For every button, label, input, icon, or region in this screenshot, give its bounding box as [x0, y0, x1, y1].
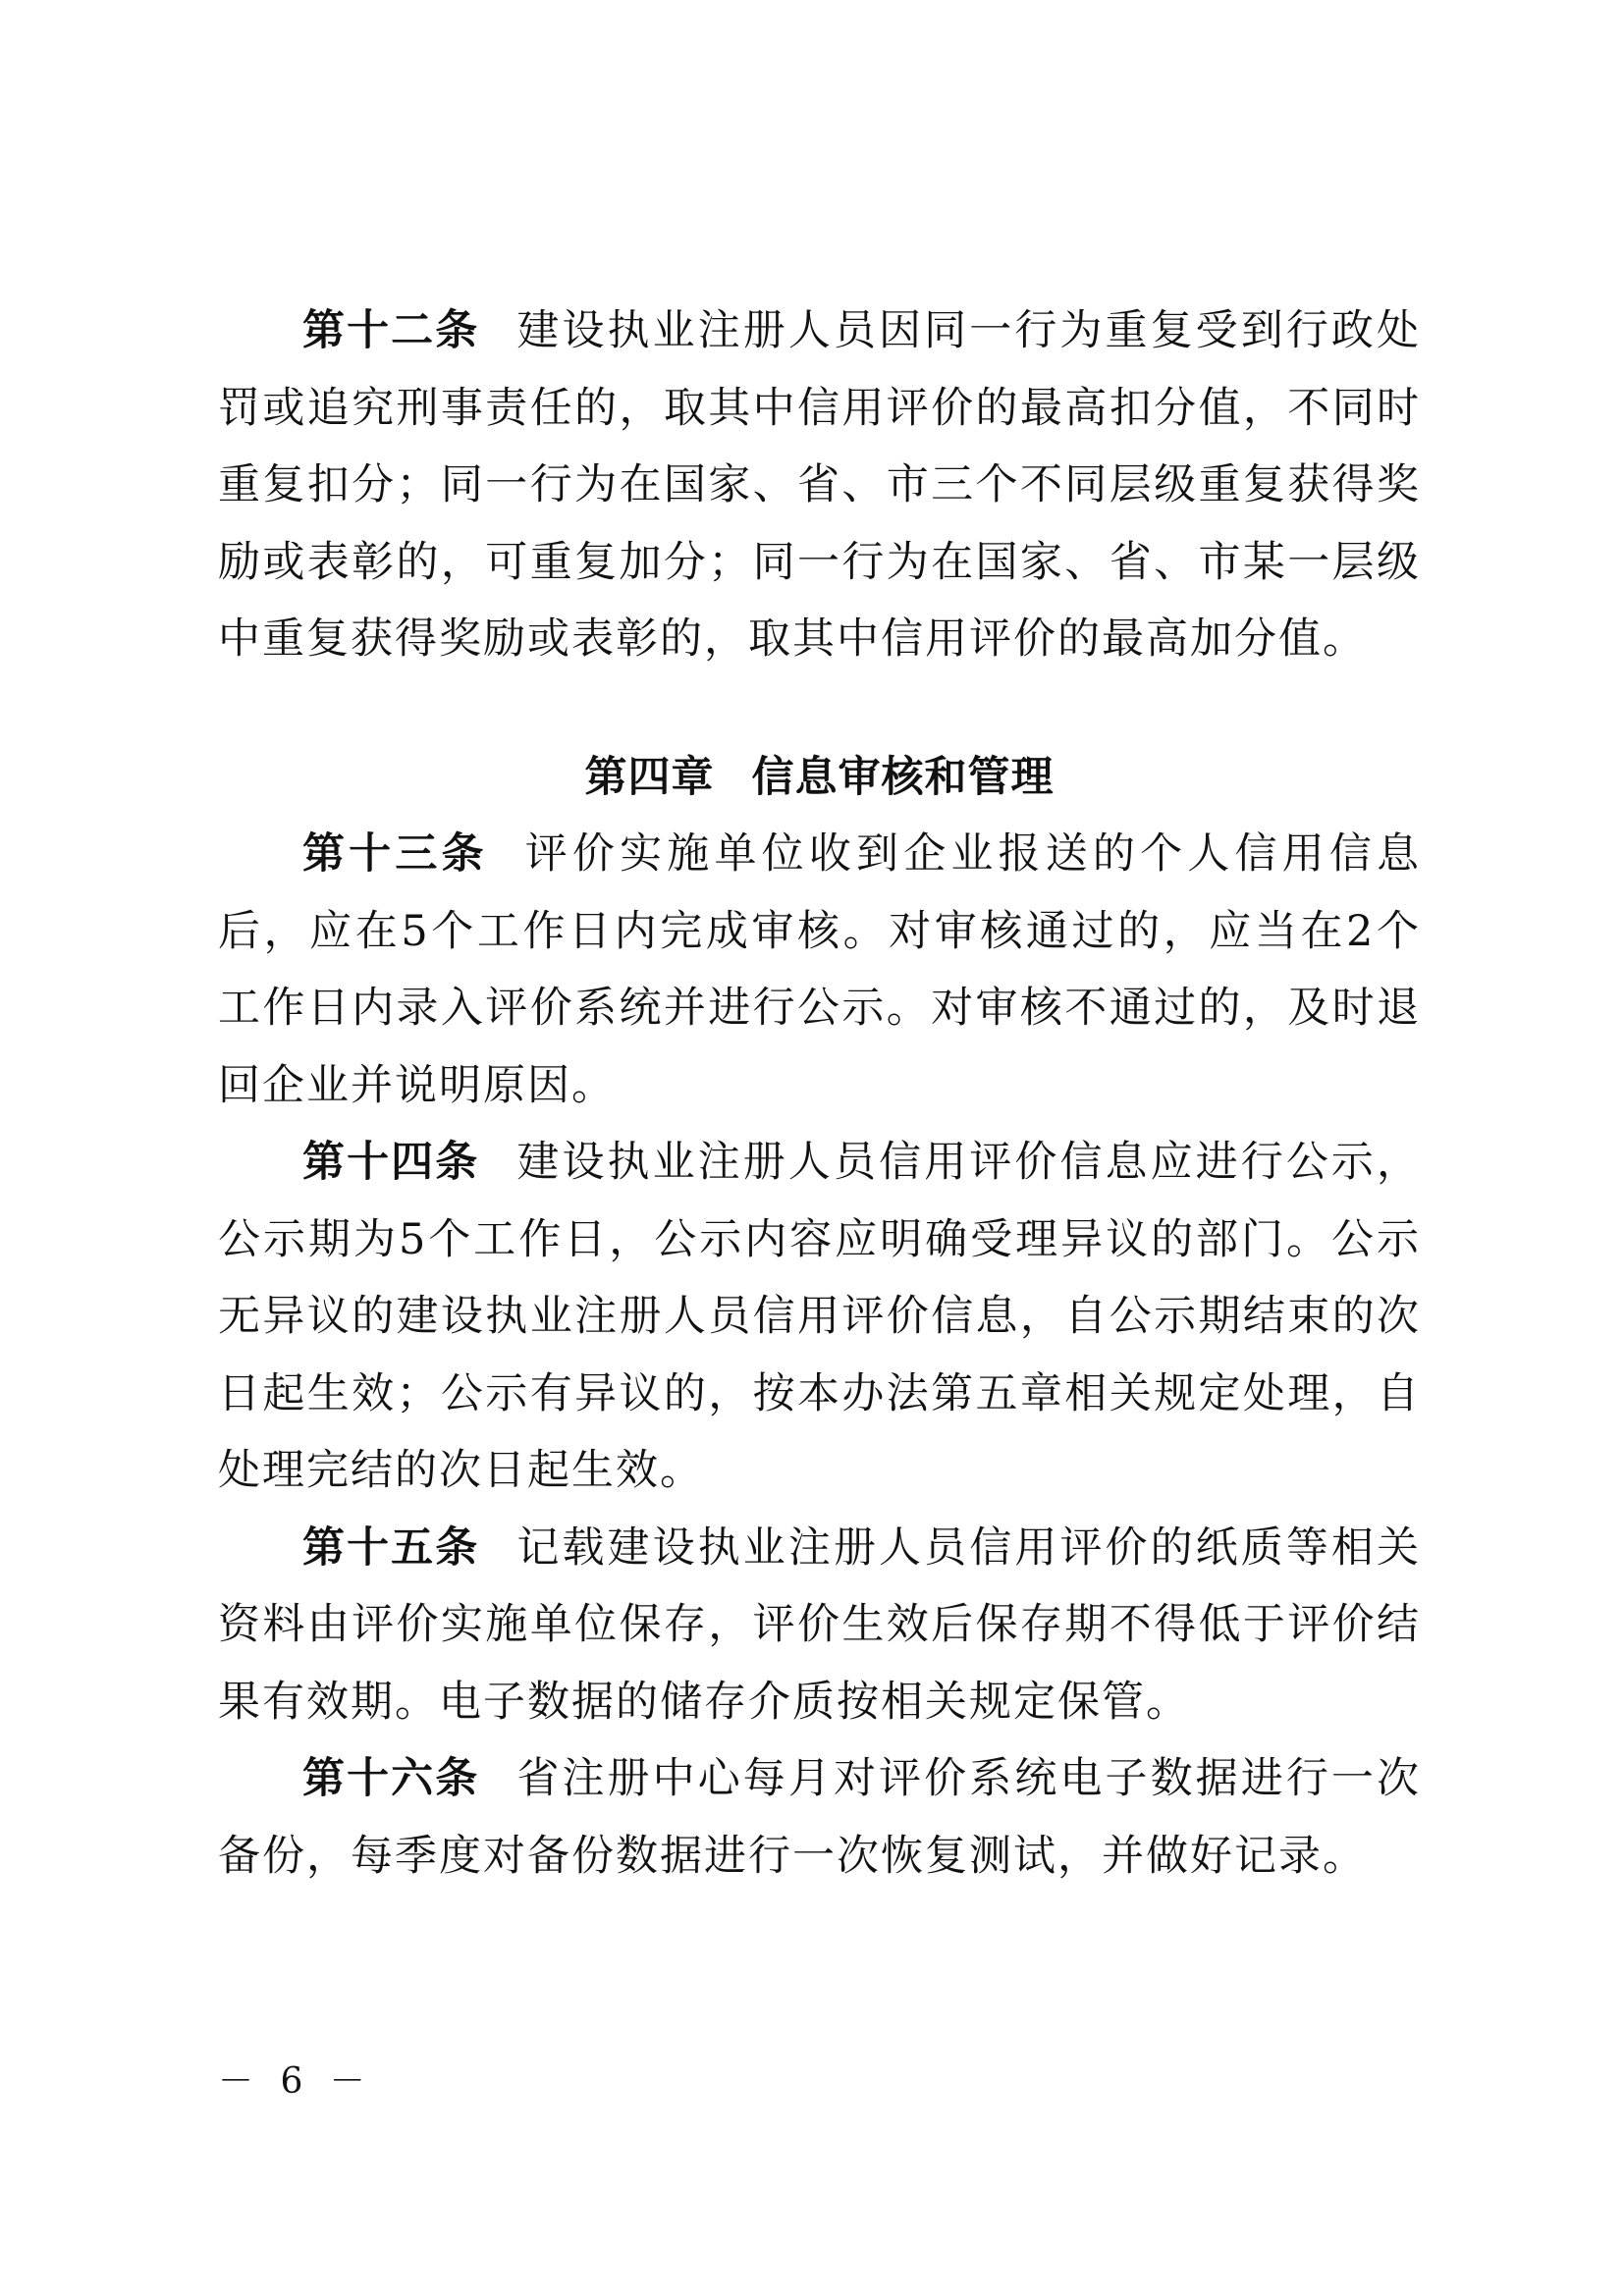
page-body — [218, 293, 1421, 1895]
article-label: 第十二条 — [302, 306, 480, 355]
article-16 — [218, 1740, 1421, 1895]
article-text: 建设执业注册人员信用评价信息应进行公示，公示期为5个工作日，公示内容应明确受理异议的部门。公示无异议的建设执业注册人员信用评价信息，自公示期结束的次日起生效；公示有异议的，按本办法第五章相关规定处理，自处理完结的次日起生效。 — [218, 1138, 1422, 1495]
article-14 — [218, 1124, 1421, 1510]
article-12 — [218, 293, 1421, 678]
article-label: 第十六条 — [302, 1754, 480, 1803]
chapter-number: 第四章 — [584, 752, 715, 802]
article-label: 第十五条 — [302, 1522, 480, 1573]
article-label: 第十四条 — [302, 1138, 480, 1187]
article-13 — [218, 816, 1421, 1124]
chapter-title: 信息审核和管理 — [751, 752, 1055, 802]
page-number: － 6 － — [218, 2061, 373, 2102]
article-text: 记载建设执业注册人员信用评价的纸质等相关资料由评价实施单位保存，评价生效后保存期不得低于评价结果有效期。电子数据的储存介质按相关规定保管。 — [218, 1522, 1422, 1727]
article-15 — [218, 1510, 1421, 1741]
article-text: 评价实施单位收到企业报送的个人信用信息后，应在5个工作日内完成审核。对审核通过的，应当在2个工作日内录入评价系统并进行公示。对审核不通过的，及时退回企业并说明原因。 — [218, 829, 1422, 1110]
article-label: 第十三条 — [302, 829, 488, 879]
article-text: 建设执业注册人员因同一行为重复受到行政处罚或追究刑事责任的，取其中信用评价的最高扣分值，不同时重复扣分；同一行为在国家、省、市三个不同层级重复获得奖励或表彰的，可重复加分；同一行为在国家、省、市某一层级中重复获得奖励或表彰的，取其中信用评价的最高加分值。 — [218, 306, 1422, 664]
chapter-heading — [218, 739, 1421, 817]
article-text: 省注册中心每月对评价系统电子数据进行一次备份，每季度对备份数据进行一次恢复测试，并做好记录。 — [218, 1754, 1422, 1881]
